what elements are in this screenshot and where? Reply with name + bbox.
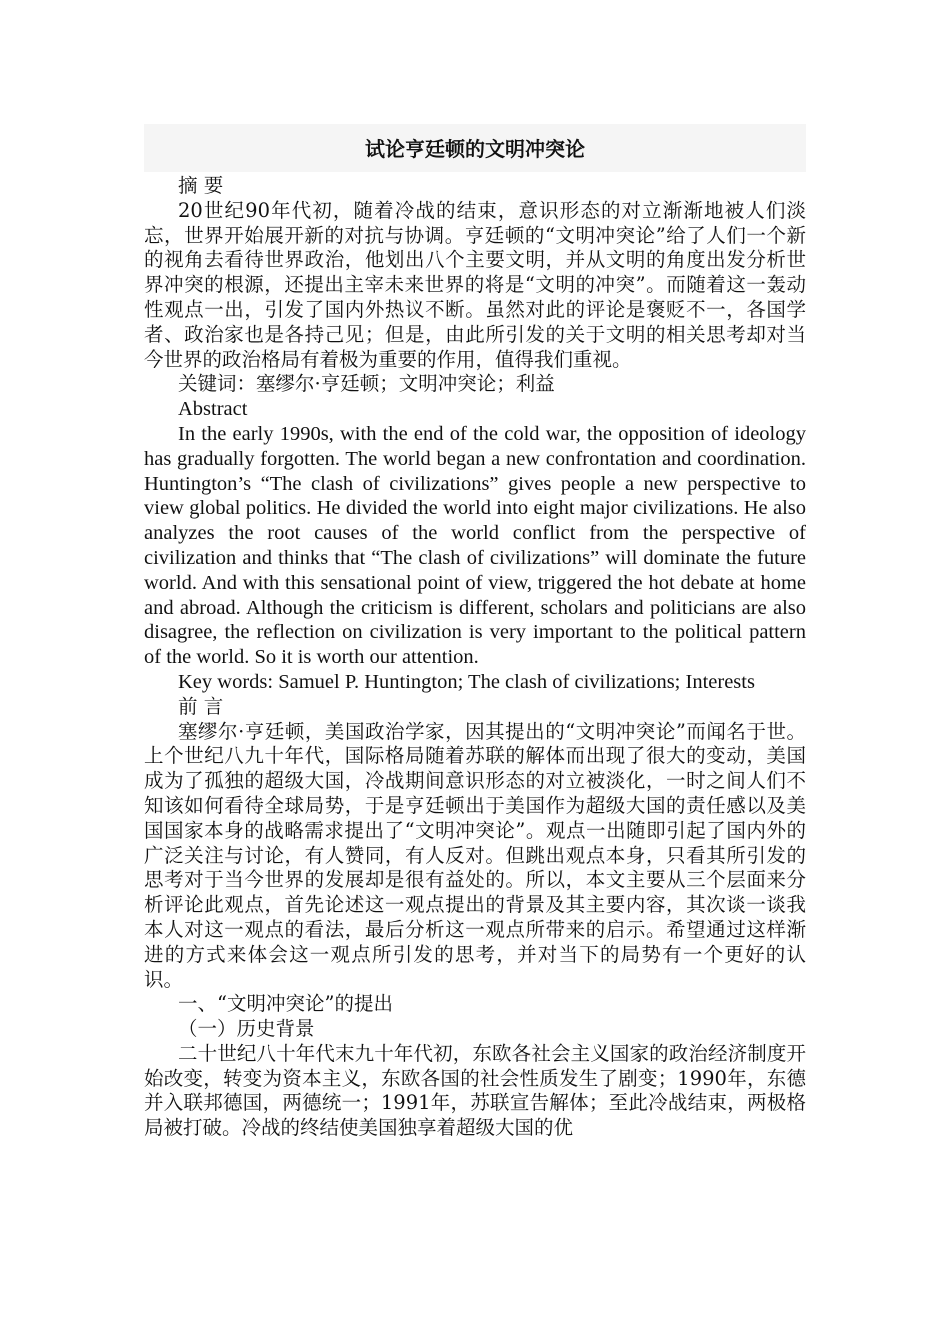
section-1-heading: 一、“文明冲突论”的提出 xyxy=(178,992,393,1016)
section-1-paragraph: 二十世纪八十年代末九十年代初，东欧各社会主义国家的政治经济制度开始改变，转变为资本主义，东欧各国的社会性质发生了剧变；1990年，东德并入联邦德国，两德统一；1991年，苏联宣告解体；至此冷战结束，两极格局被打破。冷战的终结使美国独享着超级大国的优 xyxy=(144,1041,806,1140)
document-page xyxy=(144,124,806,1141)
document-title: 试论亨廷顿的文明冲突论 xyxy=(144,124,806,172)
abstract-english: In the early 1990s, with the end of the cold war, the opposition of ideology has gradually forgotten. The world began a new confrontation and coordination. Huntington’s “The clash of civilizations” gives people a new perspective to view global politics. He divided the world into eight major civilizations. He also analyzes the root causes of the world conflict from the perspective of civilization and thinks that “The clash of civilizations” will dominate the future world. And with this sensational point of view, triggered the hot debate at home and abroad. Although the criticism is different, scholars and politicians are also disagree, the reflection on civilization is very important to the political pattern of the world. So it is worth our attention. xyxy=(144,422,806,669)
abstract-english-heading: Abstract xyxy=(178,398,248,421)
keywords-chinese: 关键词：塞缪尔·亨廷顿；文明冲突论；利益 xyxy=(178,372,555,396)
abstract-heading: 摘 要 xyxy=(178,174,224,197)
subsection-1-heading: （一）历史背景 xyxy=(178,1017,315,1041)
preface-heading: 前 言 xyxy=(178,694,224,718)
preface-paragraph: 塞缪尔·亨廷顿，美国政治学家，因其提出的“文明冲突论”而闻名于世。上个世纪八九十年代，国际格局随着苏联的解体而出现了很大的变动，美国成为了孤独的超级大国，冷战期间意识形态的对立被淡化，一时之间人们不知该如何看待全球局势，于是亨廷顿出于美国作为超级大国的责任感以及美国国家本身的战略需求提出了“文明冲突论”。观点一出随即引起了国内外的广泛关注与讨论，有人赞同，有人反对。但跳出观点本身，只看其所引发的思考对于当今世界的发展却是很有益处的。所以，本文主要从三个层面来分析评论此观点，首先论述这一观点提出的背景及其主要内容，其次谈一谈我本人对这一观点的看法，最后分析这一观点所带来的启示。希望通过这样渐进的方式来体会这一观点所引发的思考，并对当下的局势有一个更好的认识。 xyxy=(144,719,806,991)
abstract-chinese: 20世纪90年代初，随着冷战的结束，意识形态的对立渐渐地被人们淡忘，世界开始展开新的对抗与协调。亨廷顿的“文明冲突论”给了人们一个新的视角去看待世界政治，他划出八个主要文明，并从文明的角度出发分析世界冲突的根源，还提出主宰未来世界的将是“文明的冲突”。而随着这一轰动性观点一出，引发了国内外热议不断。虽然对此的评论是褒贬不一，各国学者、政治家也是各持己见；但是，由此所引发的关于文明的相关思考却对当今世界的政治格局有着极为重要的作用，值得我们重视。 xyxy=(144,198,806,371)
keywords-english: Key words: Samuel P. Huntington; The clash of civilizations; Interests xyxy=(178,670,755,693)
